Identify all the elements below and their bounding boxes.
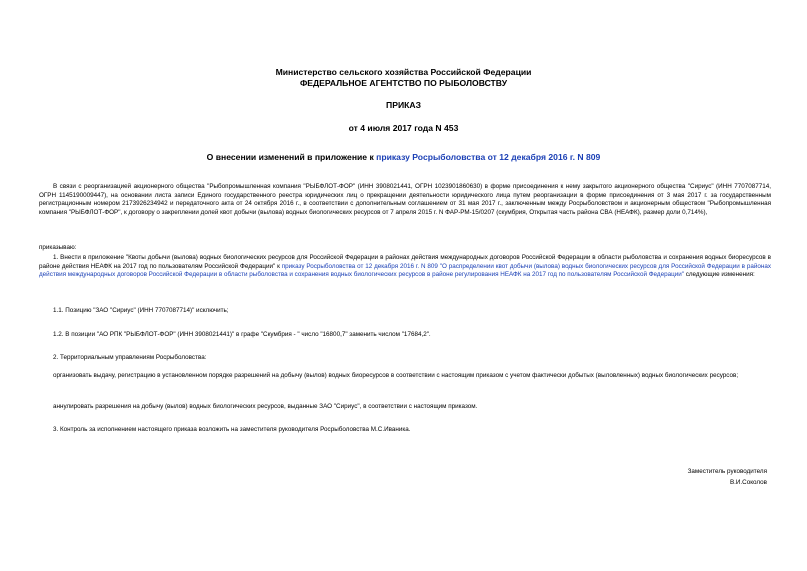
document-type: ПРИКАЗ	[386, 100, 421, 110]
item-1-text-end: следующие изменения:	[683, 271, 755, 279]
item-2-sub-1-paragraph	[39, 372, 771, 381]
item-1-2-paragraph	[39, 331, 771, 340]
item-2-sub-2-text: аннулировать разрешения на добычу (вылов) водных биологических ресурсов, выданные ЗАО "Сириус", в соответствии с настоящим приказом.	[53, 403, 478, 410]
item-1-order-link[interactable]: приказу Росрыболовства от 12 декабря 2016 г. N 809 "О распределении квот добычи (вылова) водных биологических ресурсов для Российской Федерации в районах действия международных договоров Российской Федерации в области рыболовства и сохранения водных биологических ресурсов в районе регулирования НЕАФК на 2017 год по пользователям Российской Федерации"	[39, 262, 771, 279]
item-2-sub-1-text: организовать выдачу, регистрацию в установленном порядке разрешений на добычу (вылов) водных биоресурсов в соответствии с настоящим приказом с учетом фактически добытых (выловленных) водных биологических ресурсов;	[53, 372, 739, 379]
signature-block	[688, 466, 767, 488]
item-2-sub-2-paragraph	[39, 403, 771, 412]
item-3-text: 3. Контроль за исполнением настоящего приказа возложить на заместителя руководителя Росрыболовства М.С.Иваника.	[53, 426, 411, 433]
document-title	[0, 152, 807, 163]
order-word-paragraph	[39, 244, 771, 253]
document-date-number: от 4 июля 2017 года N 453	[348, 123, 459, 133]
order-word: приказываю:	[39, 244, 77, 251]
item-2-paragraph	[39, 354, 771, 363]
title-prefix: О внесении изменений в приложение к	[206, 152, 377, 162]
signer-name: В.И.Соколов	[729, 479, 767, 486]
item-3-paragraph	[39, 426, 771, 435]
item-1-1-paragraph	[39, 307, 771, 316]
item-1-2-text: 1.2. В позиции "АО РПК "РЫБФЛОТ-ФОР" (ИНН 3908021441)" в графе "Скумбрия - " число "16800,7" заменить числом "17684,2".	[53, 331, 431, 338]
preamble-paragraph	[39, 183, 771, 218]
ministry-heading: Министерство сельского хозяйства Российской Федерации	[275, 67, 532, 77]
item-1-text-start: 1. Внести в приложение "Квоты добычи (вылова) водных биологических ресурсов для Российской Федерации в районах действия международных договоров Российской Федерации в области рыболовства и сохранения водных биоресурсов в районе действия НЕАФК на 2017 год по пользователям Российской Федерации" к	[39, 254, 771, 270]
item-2-text: 2. Территориальным управлениям Росрыболовства:	[53, 354, 207, 361]
agency-heading: ФЕДЕРАЛЬНОЕ АГЕНТСТВО ПО РЫБОЛОВСТВУ	[299, 78, 508, 88]
title-order-link[interactable]: приказу Росрыболовства от 12 декабря 2016 г. N 809	[376, 152, 601, 162]
item-1-paragraph	[39, 254, 771, 280]
item-1-text	[39, 254, 771, 280]
signer-position: Заместитель руководителя	[687, 468, 767, 475]
preamble-text: В связи с реорганизацией акционерного общества "Рыбопромышленная компания "РЫБФЛОТ-ФОР" (ИНН 3908021441, ОГРН 1023901860630) в форме присоединения к нему закрытого акционерного общества "Сириус" (ИНН 7707087714, ОГРН 1145190009447), на основании листа записи Единого государственного реестра юридических лиц о прекращении деятельности юридического лица путем реорганизации в форме присоединения от 3 мая 2017 г. за государственным регистрационным номером 2173926234942 и передаточного акта от 24 октября 2016 г., в соответствии с дополнительным соглашением от 31 мая 2017 г., заключенным между Росрыболовством и акционерным обществом "Рыбопромышленная компания "РЫБФЛОТ-ФОР", к договору о закреплении долей квот добычи (вылова) водных биологических ресурсов от 7 апреля 2015 г. N ФАР-РМ-15/0207 (скумбрия, Открытая часть района СВА (НЕАФК), размер доли 0,714%),	[39, 183, 771, 217]
item-1-1-text: 1.1. Позицию "ЗАО "Сириус" (ИНН 7707087714)" исключить;	[53, 307, 229, 314]
